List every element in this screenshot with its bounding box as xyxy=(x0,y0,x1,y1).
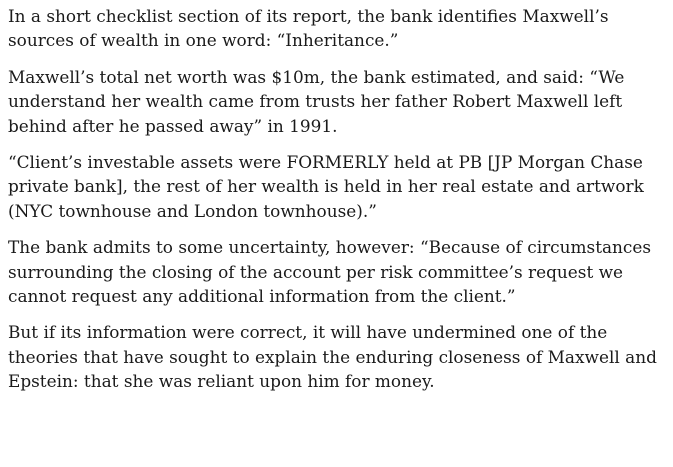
paragraph-uncertainty: The bank admits to some uncertainty, however: “Because of circumstances surrounding the closing of the account per risk committee’s request we cannot request any additional information from the client.” xyxy=(8,237,652,307)
paragraph-closeness-theory: But if its information were correct, it will have undermined one of the theories that have sought to explain the enduring closeness of Maxwell and Epstein: that she was reliant upon him for money. xyxy=(8,322,657,392)
paragraph-investable-assets: “Client’s investable assets were FORMERLY held at PB [JP Morgan Chase private bank], the rest of her wealth is held in her real estate and artwork (NYC townhouse and London townhouse).” xyxy=(8,152,644,221)
paragraph-net-worth: Maxwell’s total net worth was $10m, the bank estimated, and said: “We understand her wealth came from trusts her father Robert Maxwell left behind after he passed away” in 1991. xyxy=(8,66,625,136)
paragraph-inheritance: In a short checklist section of its report, the bank identifies Maxwell’s sources of wealth in one word: “Inheritance.” xyxy=(8,6,609,51)
